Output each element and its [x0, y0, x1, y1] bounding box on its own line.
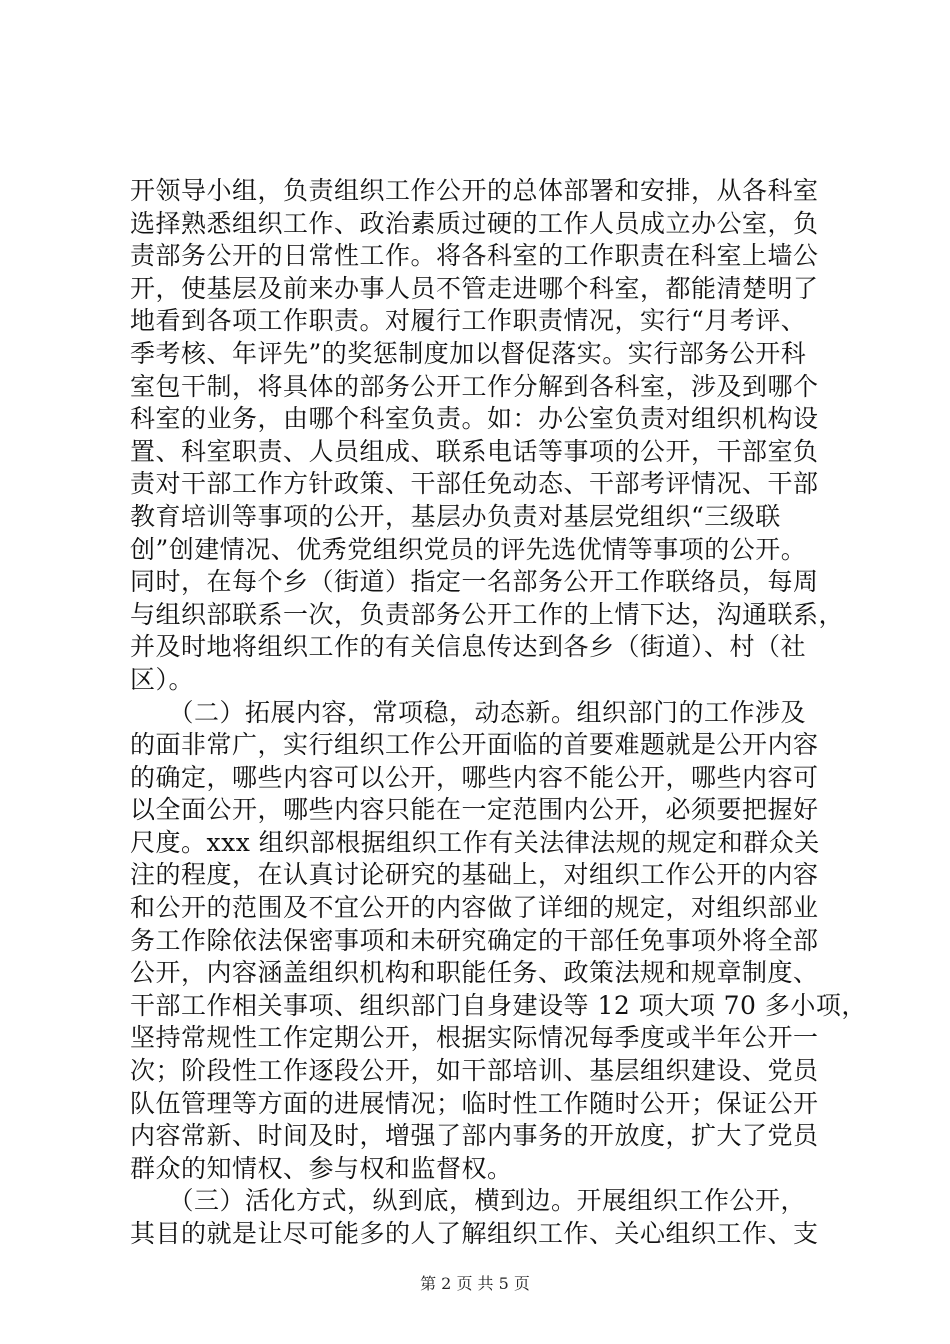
- text-line: （二）拓展内容，常项稳，动态新。组织部门的工作涉及: [130, 697, 807, 727]
- text-line: 的面非常广，实行组织工作公开面临的首要难题就是公开内容: [130, 730, 819, 760]
- text-line: （三）活化方式，纵到底，横到边。开展组织工作公开，: [130, 1186, 807, 1216]
- text-line: 同时，在每个乡（街道）指定一名部务公开工作联络员，每周: [130, 567, 819, 597]
- text-line: 开，使基层及前来办事人员不管走进哪个科室，都能清楚明了: [130, 273, 819, 303]
- text-line: 责对干部工作方针政策、干部任免动态、干部考评情况、干部: [130, 469, 819, 499]
- body-text: [130, 175, 867, 1251]
- text-line: 以全面公开，哪些内容只能在一定范围内公开，必须要把握好: [130, 795, 819, 825]
- text-line: 内容常新、时间及时，增强了部内事务的开放度，扩大了党员: [130, 1121, 819, 1151]
- text-line: 教育培训等事项的公开，基层办负责对基层党组织“三级联: [130, 501, 781, 531]
- text-line: 和公开的范围及不宜公开的内容做了详细的规定，对组织部业: [130, 893, 819, 923]
- text-line: 的确定，哪些内容可以公开，哪些内容不能公开，哪些内容可: [130, 762, 819, 792]
- text-line: 公开，内容涵盖组织机构和职能任务、政策法规和规章制度、: [130, 958, 819, 988]
- text-line: 季考核、年评先”的奖惩制度加以督促落实。实行部务公开科: [130, 338, 807, 368]
- text-line: 尺度。xxx 组织部根据组织工作有关法律法规的规定和群众关: [130, 827, 820, 857]
- text-line: 注的程度，在认真讨论研究的基础上，对组织工作公开的内容: [130, 860, 819, 890]
- page-footer: 第 2 页 共 5 页: [420, 1274, 530, 1293]
- text-line: 创”创建情况、优秀党组织党员的评先选优情等事项的公开。: [130, 534, 807, 564]
- text-line: 坚持常规性工作定期公开，根据实际情况每季度或半年公开一: [130, 1023, 819, 1053]
- text-line: 其目的就是让尽可能多的人了解组织工作、关心组织工作、支: [130, 1219, 819, 1248]
- text-line: 并及时地将组织工作的有关信息传达到各乡（街道）、村（社: [130, 632, 807, 662]
- text-line: 群众的知情权、参与权和监督权。: [130, 1153, 513, 1183]
- text-line: 科室的业务，由哪个科室负责。如：办公室负责对组织机构设: [130, 404, 819, 434]
- text-line: 地看到各项工作职责。对履行工作职责情况，实行“月考评、: [130, 306, 807, 336]
- text-line: 次；阶段性工作逐段公开，如干部培训、基层组织建设、党员: [130, 1056, 819, 1086]
- text-line: 队伍管理等方面的进展情况；临时性工作随时公开；保证公开: [130, 1088, 819, 1118]
- text-line: 区）。: [130, 664, 195, 694]
- text-line: 室包干制，将具体的部务公开工作分解到各科室，涉及到哪个: [130, 371, 819, 401]
- text-line: 置、科室职责、人员组成、联系电话等事项的公开，干部室负: [130, 436, 819, 466]
- text-line: 开领导小组，负责组织工作公开的总体部署和安排，从各科室: [130, 176, 819, 205]
- text-line: 干部工作相关事项、组织部门自身建设等 12 项大项 70 多小项，: [130, 990, 867, 1020]
- text-line: 与组织部联系一次，负责部务公开工作的上情下达，沟通联系，: [130, 599, 845, 629]
- text-line: 责部务公开的日常性工作。将各科室的工作职责在科室上墙公: [130, 241, 819, 271]
- text-line: 选择熟悉组织工作、政治素质过硬的工作人员成立办公室，负: [130, 208, 819, 238]
- text-line: 务工作除依法保密事项和未研究确定的干部任免事项外将全部: [130, 925, 819, 955]
